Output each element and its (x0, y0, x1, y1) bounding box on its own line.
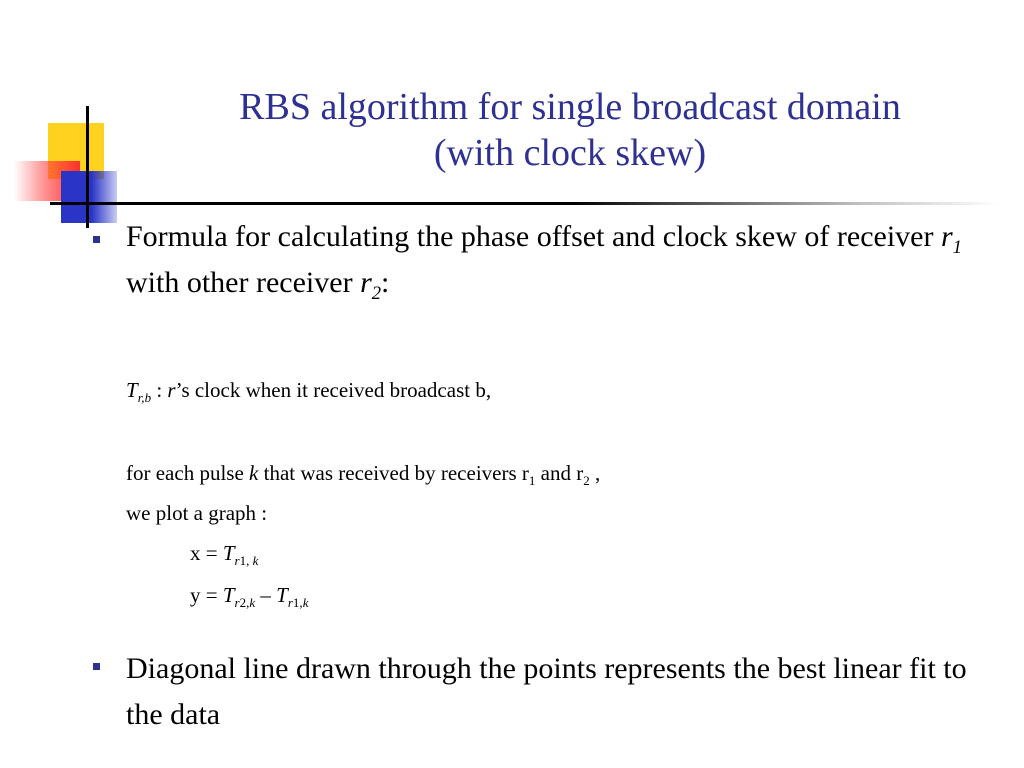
pulse-sub-1: 1 (528, 473, 536, 489)
eqy-s1-k: k (249, 595, 256, 611)
eqx-T: T (222, 541, 235, 565)
title-underline-rule (50, 202, 1000, 205)
r2-variable (360, 266, 382, 304)
r2-var: r (360, 266, 372, 299)
eqy-minus: – (255, 583, 277, 607)
eqy-s1-num: 2, (239, 595, 250, 611)
pulse-a: for each pulse (126, 461, 250, 485)
pulse-d: , (589, 461, 601, 485)
bullet-1-part-a: Formula for calculating the phase offset and clock skew of receiver (126, 220, 941, 253)
definition-line (126, 377, 492, 406)
equation-x (190, 540, 259, 569)
pulse-b: that was received by receivers r (258, 461, 529, 485)
bullet-marker-1 (93, 236, 100, 243)
eqy-s2-k: k (302, 595, 309, 611)
plot-line: we plot a graph : (126, 501, 268, 525)
pulse-c: and r (535, 461, 584, 485)
bullet-marker-2 (93, 663, 100, 670)
eqx-sub-k: k (252, 553, 259, 569)
r1-subscript: 1 (952, 237, 962, 258)
def-subscript: r,b (137, 390, 152, 406)
title-line-2: (with clock skew) (433, 132, 707, 174)
bullet-1-part-b: with other receiver (126, 266, 361, 299)
equation-y (190, 582, 309, 611)
eqy-T1: T (222, 583, 235, 607)
pulse-sub-2: 2 (583, 473, 590, 489)
eqx-lhs: x = (190, 541, 223, 565)
def-rest: ’s clock when it received broadcast b, (175, 378, 492, 402)
pulse-k: k (249, 461, 259, 485)
eqy-s2-num: 1, (292, 595, 303, 611)
bullet-2-text: Diagonal line drawn through the points represents the best linear fit to the data (126, 652, 967, 731)
eqy-subscript-1 (235, 595, 256, 610)
eqx-sub-r: r (234, 553, 240, 569)
r1-variable (940, 220, 962, 258)
slide-title (140, 84, 1000, 176)
r1-var: r (940, 220, 953, 253)
eqy-s2-r: r (287, 595, 293, 611)
title-line-1: RBS algorithm for single broadcast domain (239, 86, 901, 128)
eqy-subscript-2 (288, 595, 309, 610)
def-r: r (167, 378, 176, 402)
blue-square-decoration (61, 171, 117, 223)
eqy-lhs: y = (190, 583, 223, 607)
def-T: T (126, 378, 138, 402)
bullet-1-text (126, 214, 986, 306)
pulse-line (126, 460, 601, 489)
eqy-T2: T (276, 583, 288, 607)
eqx-subscript (235, 553, 259, 568)
eqx-sub-num: 1, (239, 553, 253, 569)
eqy-s1-r: r (234, 595, 240, 611)
bullet-1-part-c: : (381, 266, 390, 299)
r2-subscript: 2 (371, 283, 382, 304)
vertical-rule (86, 106, 89, 228)
def-sep: : (151, 378, 168, 402)
